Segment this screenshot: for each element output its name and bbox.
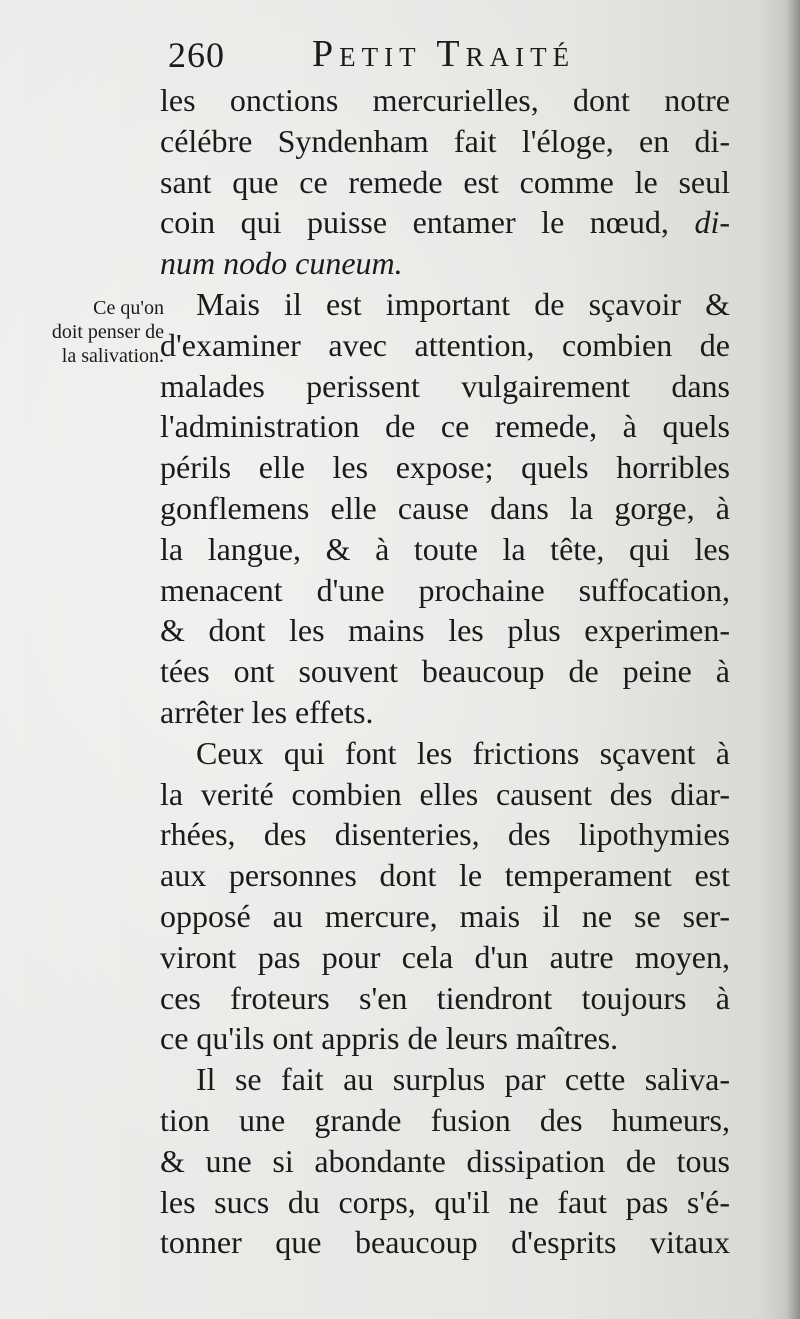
- text-line: l'administration de ce remede, à quels: [160, 408, 730, 445]
- text-line: num nodo cuneum.: [160, 245, 403, 282]
- running-title: Petit Traité: [312, 33, 576, 75]
- text-line: tées ont souvent beaucoup de peine à: [160, 653, 730, 690]
- margin-note: [14, 296, 164, 368]
- margin-note-line: doit penser de: [51, 321, 164, 343]
- text-line: la langue, & à toute la tête, qui les: [160, 530, 730, 567]
- text-line: célébre Syndenham fait l'éloge, en di-: [160, 122, 730, 159]
- text-line: sant que ce remede est comme le seul: [160, 163, 730, 200]
- text-line: tonner que beaucoup d'esprits vitaux: [160, 1224, 730, 1261]
- text-line: arrêter les effets.: [160, 693, 374, 730]
- text-line: aux personnes dont le temperament est: [160, 857, 730, 894]
- text-line: périls elle les expose; quels horribles: [160, 449, 730, 486]
- text-line: les sucs du corps, qu'il ne faut pas s'é-: [160, 1183, 730, 1220]
- text-line: ce qu'ils ont appris de leurs maîtres.: [160, 1020, 619, 1057]
- page-edge-shadow: [786, 0, 800, 1319]
- text-line: rhées, des disenteries, des lipothymies: [160, 816, 730, 853]
- text-line: Mais il est important de sçavoir &: [196, 285, 730, 322]
- text-line: Ceux qui font les frictions sçavent à: [196, 734, 730, 771]
- text-line: malades perissent vulgairement dans: [160, 367, 730, 404]
- text-line: coin qui puisse entamer le nœud, di-: [160, 204, 730, 241]
- text-line: viront pas pour cela d'un autre moyen,: [160, 938, 730, 975]
- text-line: tion une grande fusion des humeurs,: [160, 1101, 730, 1138]
- text-line: Il se fait au surplus par cette saliva-: [196, 1061, 730, 1098]
- page-header: [162, 30, 742, 80]
- text-line: d'examiner avec attention, combien de: [160, 326, 730, 363]
- text-line: ces froteurs s'en tiendront toujours à: [160, 979, 730, 1016]
- page-number: 260: [168, 35, 225, 75]
- text-line: menacent d'une prochaine suffocation,: [160, 571, 730, 608]
- text-line: gonflemens elle cause dans la gorge, à: [160, 489, 730, 526]
- text-line: les onctions mercurielles, dont notre: [160, 82, 730, 118]
- text-line: la verité combien elles causent des diar-: [160, 775, 730, 812]
- margin-note-line: la salivation.: [61, 345, 164, 367]
- body-text: [160, 80, 730, 1263]
- text-line: opposé au mercure, mais il ne se ser-: [160, 897, 730, 934]
- text-line: & dont les mains les plus experimen-: [160, 612, 730, 649]
- text-line: & une si abondante dissipation de tous: [160, 1142, 730, 1179]
- margin-note-line: Ce qu'on: [93, 297, 164, 319]
